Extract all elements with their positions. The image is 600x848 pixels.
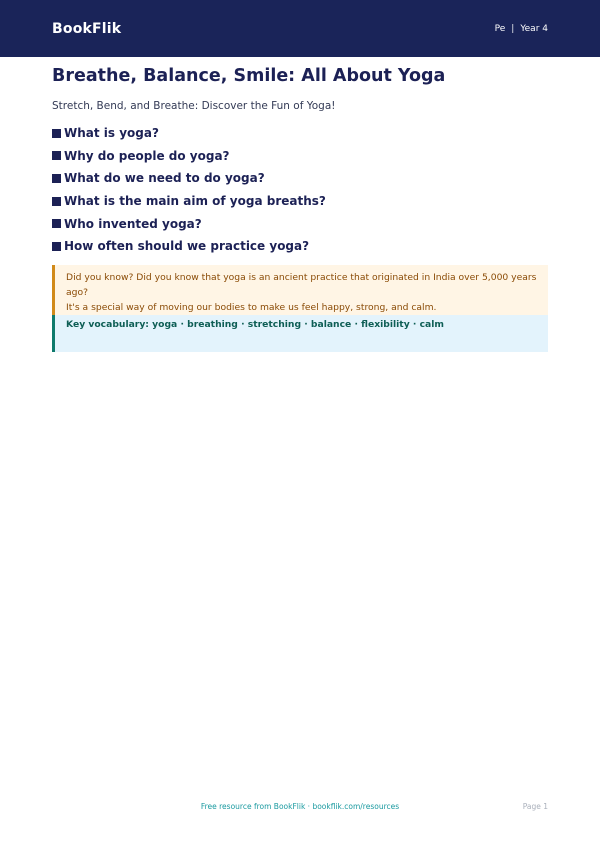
question-list xyxy=(52,122,552,258)
fun-fact-line-1: Did you know? Did you know that yoga is an ancient practice that originated in India over 5,000 years ago? xyxy=(66,272,537,298)
header-meta xyxy=(495,24,548,34)
fun-fact-line-2: It's a special way of moving our bodies to make us feel happy, strong, and calm. xyxy=(66,302,437,313)
fun-fact-box xyxy=(52,265,548,315)
question-text: Who invented yoga? xyxy=(64,216,202,231)
question-item xyxy=(52,167,552,190)
page-footer xyxy=(0,802,600,814)
page-subtitle: Stretch, Bend, and Breathe: Discover the Fun of Yoga! xyxy=(52,100,336,112)
meta-separator: | xyxy=(511,23,515,34)
question-item xyxy=(52,235,552,258)
square-bullet-icon xyxy=(52,219,61,228)
square-bullet-icon xyxy=(52,151,61,160)
subject-label: Pe xyxy=(494,23,506,34)
question-item xyxy=(52,145,552,168)
square-bullet-icon xyxy=(52,242,61,251)
square-bullet-icon xyxy=(52,197,61,206)
key-vocabulary-box xyxy=(52,315,548,352)
page-number: Page 1 xyxy=(522,802,548,811)
grade-label: Year 4 xyxy=(520,23,548,34)
header-bar xyxy=(0,0,600,57)
question-item xyxy=(52,190,552,213)
question-text: What is yoga? xyxy=(64,126,159,141)
brand-logo[interactable]: BookFlik xyxy=(52,20,122,37)
page-title: Breathe, Balance, Smile: All About Yoga xyxy=(52,66,446,86)
key-vocabulary-text: Key vocabulary: yoga · breathing · stretching · balance · flexibility · calm xyxy=(66,319,444,330)
footer-credit-link[interactable]: Free resource from BookFlik · bookflik.com/resources xyxy=(200,802,400,811)
question-text: What do we need to do yoga? xyxy=(64,171,265,186)
question-item xyxy=(52,212,552,235)
square-bullet-icon xyxy=(52,129,61,138)
square-bullet-icon xyxy=(52,174,61,183)
question-text: What is the main aim of yoga breaths? xyxy=(64,194,326,209)
question-item xyxy=(52,122,552,145)
question-text: How often should we practice yoga? xyxy=(64,239,310,254)
question-text: Why do people do yoga? xyxy=(64,148,230,163)
